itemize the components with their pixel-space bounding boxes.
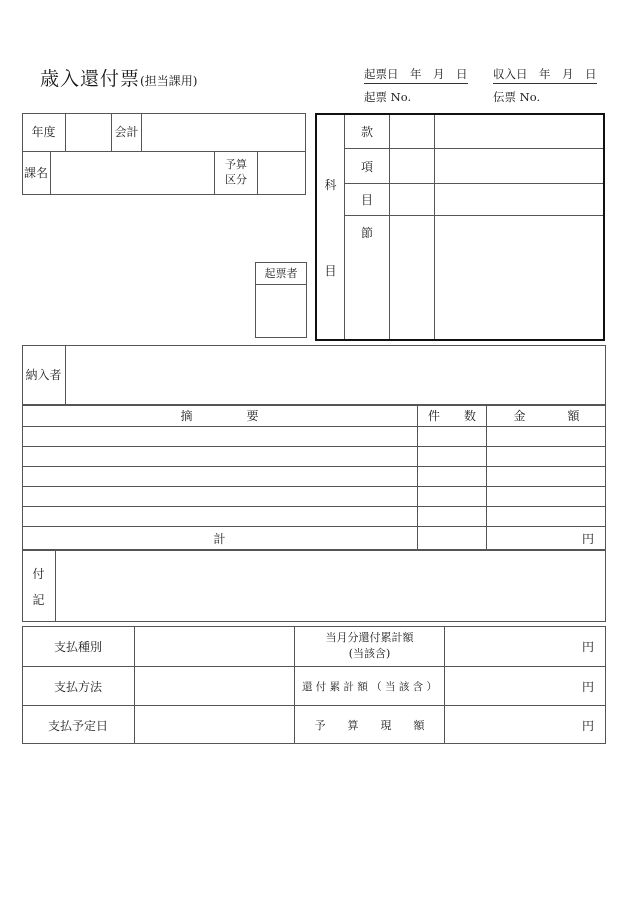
payment-row-2-amount-unit: 円 xyxy=(581,718,594,733)
payment-row-1-amount-unit: 円 xyxy=(445,667,606,706)
budget-class-label: 予算 区分 xyxy=(215,151,258,195)
fiscal-year-value[interactable] xyxy=(66,113,112,151)
payment-row-0-amount-unit: 円 xyxy=(445,626,606,667)
budget-class-value[interactable] xyxy=(258,151,306,195)
receipt-date-label: 収入日 年 月 日 xyxy=(493,66,597,84)
remarks-label: 付 記 xyxy=(22,550,56,622)
detail-cell-description-0[interactable] xyxy=(22,427,418,447)
subject-row-code-2[interactable] xyxy=(390,183,435,215)
subject-row-name-3: 節 xyxy=(345,215,390,339)
subject-row-code-1[interactable] xyxy=(390,148,435,183)
payer-label: 納入者 xyxy=(22,345,66,405)
payment-row-0-mid-label: 当月分還付累計額 (当該含) xyxy=(295,626,445,667)
detail-col-description: 摘 要 xyxy=(22,405,418,427)
issuer-label: 起票者 xyxy=(255,262,307,285)
subject-label: 科 目 xyxy=(317,115,345,339)
subject-row-value-3[interactable] xyxy=(435,215,603,339)
payment-row-0-label: 支払種別 xyxy=(22,626,135,667)
detail-cell-amount-1[interactable] xyxy=(487,447,606,467)
section-name-value[interactable] xyxy=(51,151,215,195)
detail-cell-amount-2[interactable] xyxy=(487,467,606,487)
subject-row-code-3[interactable] xyxy=(390,215,435,339)
payment-row-2-mid-label: 予 算 現 額 xyxy=(295,706,445,744)
slip-no-label: 伝票 No. xyxy=(493,90,541,104)
detail-total-label: 計 xyxy=(22,527,418,550)
payment-row-1-value[interactable] xyxy=(135,667,295,706)
accounting-label: 会計 xyxy=(112,113,142,151)
subject-row-value-0[interactable] xyxy=(435,115,603,148)
detail-cell-count-4[interactable] xyxy=(418,507,487,527)
detail-cell-description-4[interactable] xyxy=(22,507,418,527)
issue-no-label: 起票 No. xyxy=(364,90,412,104)
subject-row-name-1: 項 xyxy=(345,148,390,183)
payment-row-2-label: 支払予定日 xyxy=(22,706,135,744)
detail-total-amount-unit: 円 xyxy=(581,532,594,546)
payer-value[interactable] xyxy=(66,345,606,405)
detail-cell-count-0[interactable] xyxy=(418,427,487,447)
page-title xyxy=(40,64,197,91)
subject-row-name-2: 目 xyxy=(345,183,390,215)
issuer-value[interactable] xyxy=(255,285,307,338)
page-title-sub: (担当課用) xyxy=(140,74,198,88)
payment-row-2-value[interactable] xyxy=(135,706,295,744)
detail-cell-amount-3[interactable] xyxy=(487,487,606,507)
issue-date-label: 起票日 年 月 日 xyxy=(364,66,468,84)
detail-cell-description-2[interactable] xyxy=(22,467,418,487)
section-name-label: 課名 xyxy=(22,151,51,195)
detail-cell-description-1[interactable] xyxy=(22,447,418,467)
detail-cell-description-3[interactable] xyxy=(22,487,418,507)
page-title-main: 歳入還付票 xyxy=(40,68,141,90)
payment-row-1-label: 支払方法 xyxy=(22,667,135,706)
accounting-value[interactable] xyxy=(142,113,306,151)
detail-cell-amount-0[interactable] xyxy=(487,427,606,447)
detail-col-count: 件 数 xyxy=(418,405,487,427)
detail-col-amount: 金 額 xyxy=(487,405,606,427)
detail-cell-count-2[interactable] xyxy=(418,467,487,487)
detail-cell-amount-4[interactable] xyxy=(487,507,606,527)
payment-row-0-value[interactable] xyxy=(135,626,295,667)
detail-cell-count-1[interactable] xyxy=(418,447,487,467)
remarks-value[interactable] xyxy=(56,550,606,622)
payment-row-1-mid-label: 還 付 累 計 額 （ 当 該 含 ） xyxy=(295,667,445,706)
subject-row-name-0: 款 xyxy=(345,115,390,148)
subject-row-code-0[interactable] xyxy=(390,115,435,148)
subject-row-value-1[interactable] xyxy=(435,148,603,183)
detail-total-count[interactable] xyxy=(418,527,487,550)
subject-row-value-2[interactable] xyxy=(435,183,603,215)
detail-cell-count-3[interactable] xyxy=(418,487,487,507)
fiscal-year-label: 年度 xyxy=(22,113,66,151)
